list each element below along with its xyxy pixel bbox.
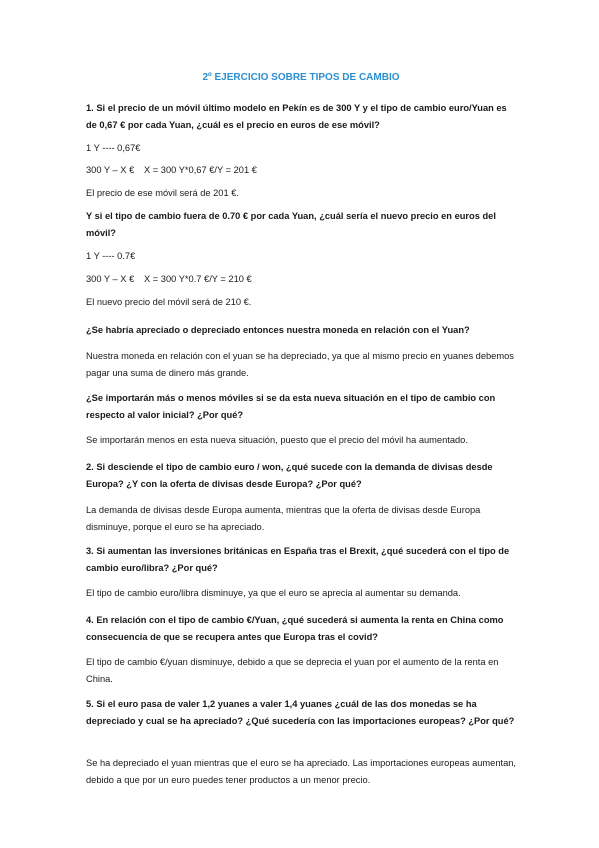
question-3: 3. Si aumentan las inversiones británicas en España tras el Brexit, ¿qué sucederá con el tipo de cambio euro/libra? ¿Por qué? (86, 546, 510, 573)
calc-line-4-left: 300 Y – X € (86, 274, 135, 284)
calc-line-4-right: X = 300 Y*0.7 €/Y = 210 € (144, 274, 252, 284)
document-title: 2º EJERCICIO SOBRE TIPOS DE CAMBIO (202, 72, 400, 83)
question-2: 2. Si desciende el tipo de cambio euro / won, ¿qué sucede con la demanda de divisas desde Europa? ¿Y con la oferta de divisas desde Europa? ¿Por qué? (86, 462, 493, 489)
calc-line-2-left: 300 Y – X € (86, 165, 135, 175)
document-page (86, 0, 516, 848)
calc-line-3: 1 Y ---- 0.7€ (86, 251, 136, 261)
calc-line-2-right: X = 300 Y*0,67 €/Y = 201 € (144, 165, 257, 175)
calc-line-1: 1 Y ---- 0,67€ (86, 143, 141, 153)
question-5: 5. Si el euro pasa de valer 1,2 yuanes a valer 1,4 yuanes ¿cuál de las dos monedas se ha depreciado y cual se ha apreciado? ¿Qué sucedería con las importaciones europeas? ¿Por qué? (86, 699, 515, 726)
question-1c: ¿Se habría apreciado o depreciado entonces nuestra moneda en relación con el Yuan? (86, 325, 470, 335)
answer-4: El tipo de cambio €/yuan disminuye, debido a que se deprecia el yuan por el aumento de la renta en China. (86, 657, 499, 684)
answer-1d: Se importarán menos en esta nueva situación, puesto que el precio del móvil ha aumentado. (86, 435, 468, 445)
question-4: 4. En relación con el tipo de cambio €/Yuan, ¿qué sucederá si aumenta la renta en China como consecuencia de que se recupera antes que Europa tras el covid? (86, 615, 504, 642)
answer-3: El tipo de cambio euro/libra disminuye, ya que el euro se aprecia al aumentar su demanda. (86, 588, 461, 598)
question-1b: Y si el tipo de cambio fuera de 0.70 € por cada Yuan, ¿cuál sería el nuevo precio en euros del móvil? (86, 211, 496, 238)
answer-5: Se ha depreciado el yuan mientras que el euro se ha apreciado. Las importaciones europeas aumentan, debido a que por un euro puedes tener productos a un menor precio. (86, 758, 516, 785)
answer-1b: El nuevo precio del móvil será de 210 €. (86, 297, 252, 307)
answer-2: La demanda de divisas desde Europa aumenta, mientras que la oferta de divisas desde Europa disminuye, porque el euro se ha apreciado. (86, 505, 481, 532)
question-1d: ¿Se importarán más o menos móviles si se da esta nueva situación en el tipo de cambio con respecto al valor inicial? ¿Por qué? (86, 393, 496, 420)
answer-1a: El precio de ese móvil será de 201 €. (86, 188, 239, 198)
answer-1c: Nuestra moneda en relación con el yuan se ha depreciado, ya que al mismo precio en yuanes debemos pagar una suma de dinero más grande. (86, 351, 514, 378)
question-1: 1. Si el precio de un móvil último modelo en Pekín es de 300 Y y el tipo de cambio euro/Yuan es de 0,67 € por cada Yuan, ¿cuál es el precio en euros de ese móvil? (86, 103, 507, 130)
